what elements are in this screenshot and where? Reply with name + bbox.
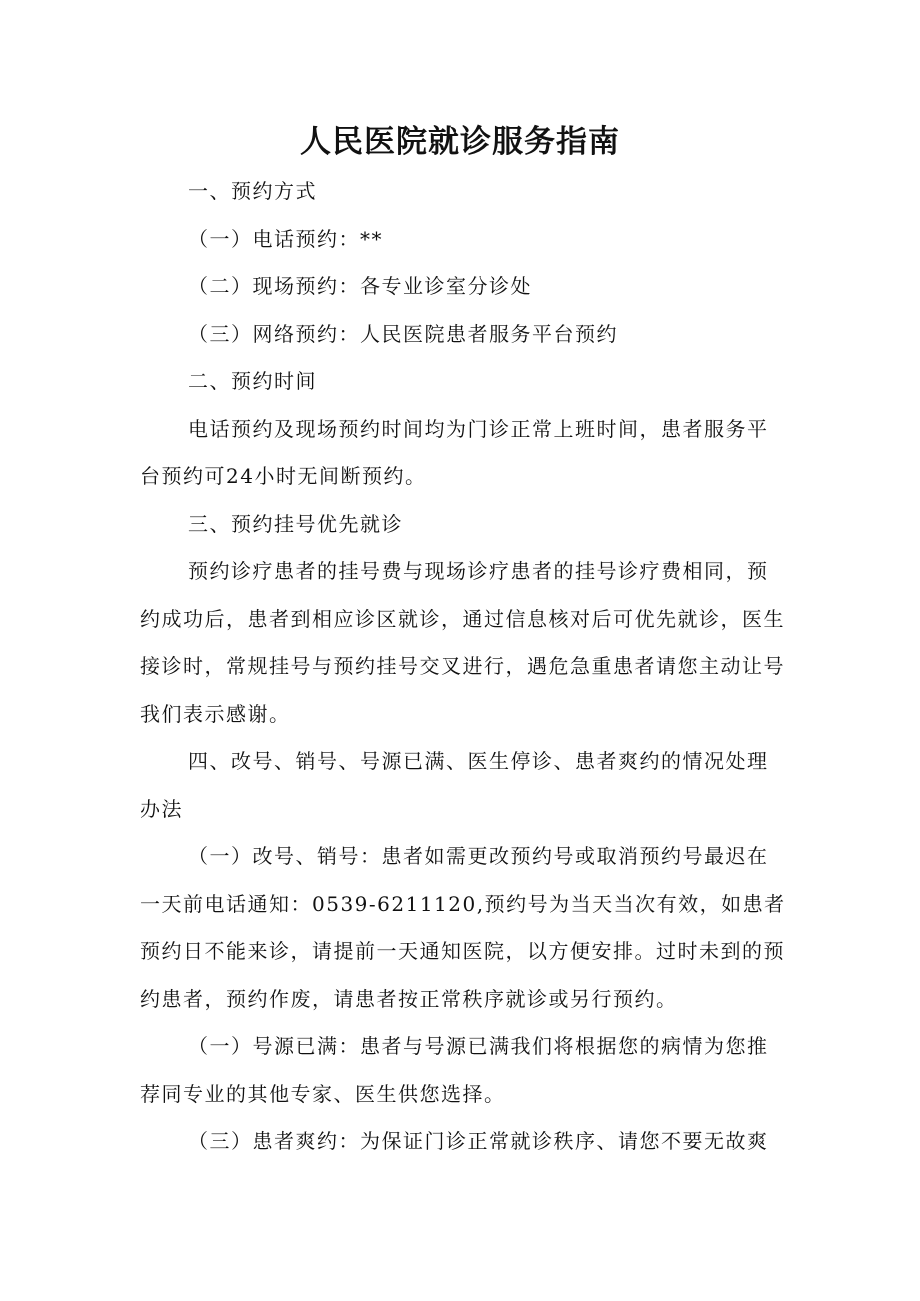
list-item: （三）患者爽约：为保证门诊正常就诊秩序、请您不要无故爽 bbox=[188, 1129, 769, 1153]
list-item: （二）现场预约：各专业诊室分诊处 bbox=[188, 274, 532, 298]
document-body bbox=[140, 168, 788, 1166]
paragraph: 电话预约及现场预约时间均为门诊正常上班时间，患者服务平台预约可24小时无间断预约。 bbox=[140, 416, 769, 488]
section-heading: 二、预约时间 bbox=[188, 369, 317, 393]
section-heading: 三、预约挂号优先就诊 bbox=[188, 511, 403, 536]
list-item: （一）号源已满：患者与号源已满我们将根据您的病情为您推荐同专业的其他专家、医生供您选择。 bbox=[140, 1034, 769, 1106]
list-item: （三）网络预约：人民医院患者服务平台预约 bbox=[188, 321, 618, 346]
paragraph: 预约诊疗患者的挂号费与现场诊疗患者的挂号诊疗费相同，预约成功后，患者到相应诊区就诊，通过信息核对后可优先就诊，医生接诊时，常规挂号与预约挂号交叉进行，遇危急重患者请您主动让号我们表示感谢。 bbox=[140, 559, 785, 726]
list-item: （一）改号、销号：患者如需更改预约号或取消预约号最迟在一天前电话通知：0539-6211120,预约号为当天当次有效，如患者预约日不能来诊，请提前一天通知医院，以方便安排。过时未到的预约患者，预约作废，请患者按正常秩序就诊或另行预约。 bbox=[140, 844, 786, 1011]
list-item: （一）电话预约：** bbox=[188, 226, 383, 251]
section-heading: 一、预约方式 bbox=[188, 179, 317, 203]
section-heading: 四、改号、销号、号源已满、医生停诊、患者爽约的情况处理办法 bbox=[140, 749, 769, 821]
document-title: 人民医院就诊服务指南 bbox=[300, 124, 620, 160]
